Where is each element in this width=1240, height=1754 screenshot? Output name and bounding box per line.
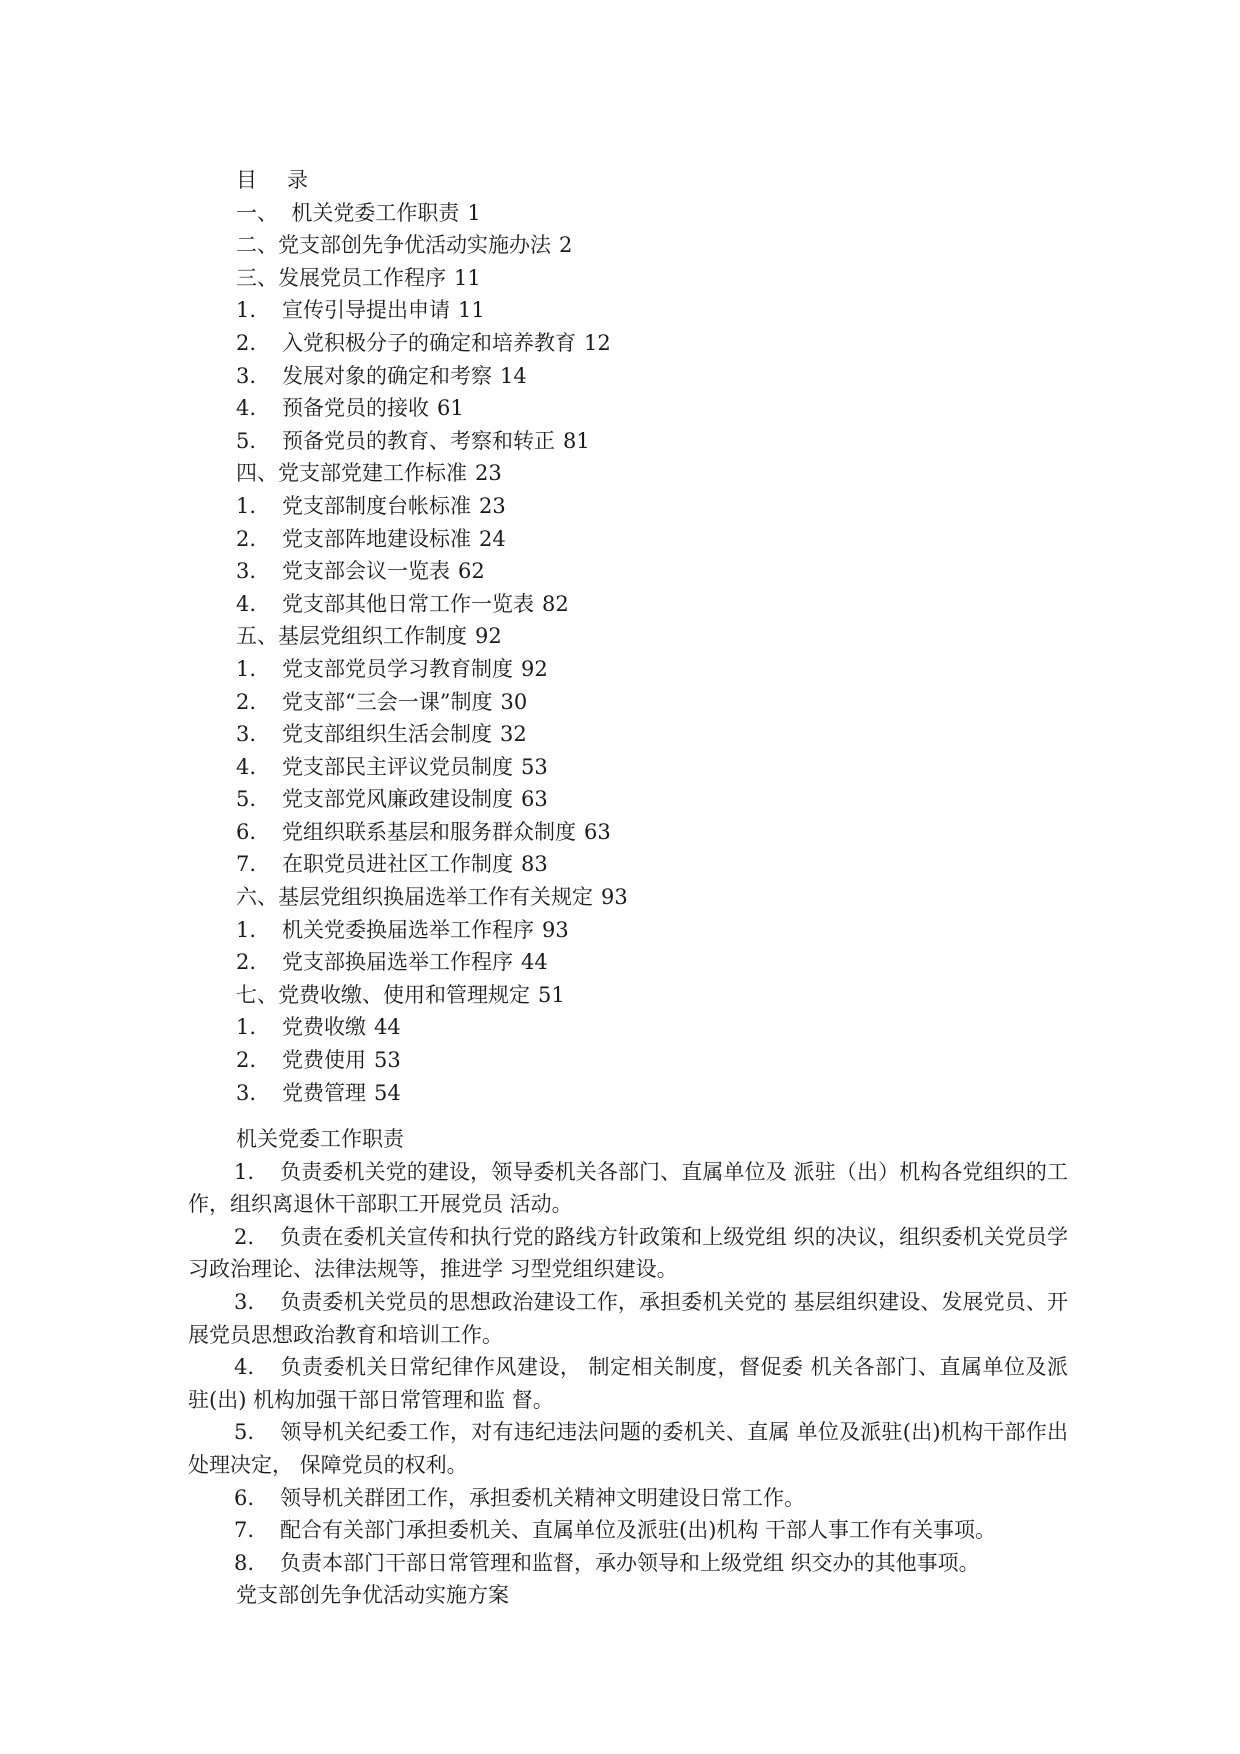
toc-entry-page: 11 (454, 265, 481, 290)
duty-paragraph (188, 1221, 1068, 1286)
toc-entry-number: 4. (236, 754, 257, 779)
duty-paragraph (188, 1416, 1068, 1481)
toc-entry-text: 在职党员进社区工作制度 (282, 852, 513, 877)
toc-entry-number: 3. (236, 722, 257, 747)
toc-entry-text: 党支部党风廉政建设制度 (282, 787, 513, 812)
toc-entry-page: 14 (500, 363, 527, 388)
toc-entry-text: 党支部组织生活会制度 (282, 722, 492, 747)
toc-entry-page: 32 (500, 722, 527, 747)
paragraph-number: 7. (234, 1518, 255, 1543)
toc-entry-text: 宣传引导提出申请 (282, 298, 450, 323)
section-body (188, 1123, 1068, 1612)
toc-entry-page: 44 (374, 1015, 401, 1040)
section-title: 机关党委工作职责 (236, 1127, 404, 1151)
paragraph-number: 6. (234, 1485, 255, 1510)
toc-entry-text: 党组织联系基层和服务群众制度 (282, 819, 576, 844)
toc-entry-number: 2. (236, 1048, 257, 1073)
toc-entry-text: 一、 机关党委工作职责 (236, 200, 460, 225)
toc-title-char-1: 目 (236, 168, 257, 192)
toc-entry-page: 12 (584, 330, 611, 355)
toc-entry-number: 2. (236, 689, 257, 714)
paragraph-number: 3. (234, 1289, 255, 1314)
toc-entry-text: 党支部党员学习教育制度 (282, 656, 513, 681)
toc-entry-sub (236, 392, 1096, 425)
toc-entry-number: 3. (236, 363, 257, 388)
toc-entry-number: 1. (236, 917, 257, 942)
toc-entry-page: 54 (374, 1080, 401, 1105)
toc-entry-sub (236, 914, 1096, 947)
paragraph-number: 5. (234, 1420, 255, 1445)
toc-entry-text: 党支部“三会一课”制度 (282, 689, 493, 714)
toc-entry-text: 六、基层党组织换届选举工作有关规定 (236, 885, 593, 910)
toc-entry-text: 党支部制度台帐标准 (282, 493, 471, 518)
toc-entry-page: 63 (584, 819, 611, 844)
toc-entry-sub (236, 588, 1096, 621)
duty-paragraph (188, 1482, 1068, 1515)
toc-entry-text: 四、党支部党建工作标准 (236, 461, 467, 486)
toc-entry-text: 党费管理 (282, 1080, 366, 1105)
toc-entry-sub (236, 1011, 1096, 1044)
table-of-contents (236, 164, 1096, 1109)
toc-entry-main (236, 197, 1096, 230)
toc-entry-number: 3. (236, 559, 257, 584)
toc-entry-text: 党费收缴 (282, 1015, 366, 1040)
toc-entry-sub (236, 294, 1096, 327)
paragraph-number: 4. (234, 1355, 255, 1380)
toc-entry-page: 62 (458, 559, 485, 584)
paragraph-number: 2. (234, 1224, 255, 1249)
next-section-title: 党支部创先争优活动实施方案 (236, 1583, 509, 1608)
toc-entry-number: 2. (236, 526, 257, 551)
duty-paragraph (188, 1351, 1068, 1416)
toc-entry-text: 五、基层党组织工作制度 (236, 624, 467, 649)
toc-entry-page: 53 (374, 1048, 401, 1073)
toc-entry-page: 82 (542, 591, 569, 616)
toc-entry-text: 发展对象的确定和考察 (282, 363, 492, 388)
toc-entry-text: 三、发展党员工作程序 (236, 265, 446, 290)
toc-entry-page: 83 (521, 852, 548, 877)
toc-entry-page: 51 (538, 982, 565, 1007)
toc-entry-sub (236, 783, 1096, 816)
toc-title-char-2: 录 (287, 168, 308, 192)
toc-entry-page: 53 (521, 754, 548, 779)
toc-entry-page: 81 (563, 428, 590, 453)
toc-entry-sub (236, 686, 1096, 719)
toc-entry-page: 92 (475, 624, 502, 649)
toc-entry-page: 2 (559, 233, 573, 258)
duty-paragraph (188, 1547, 1068, 1580)
toc-entry-text: 党支部换届选举工作程序 (282, 950, 513, 975)
toc-entry-main (236, 262, 1096, 295)
toc-entry-page: 44 (521, 950, 548, 975)
toc-entry-sub (236, 653, 1096, 686)
toc-entry-sub (236, 555, 1096, 588)
toc-entry-sub (236, 848, 1096, 881)
section-paragraphs (188, 1156, 1068, 1580)
toc-entry-page: 11 (458, 298, 485, 323)
toc-entry-page: 23 (479, 493, 506, 518)
toc-entry-main (236, 979, 1096, 1012)
toc-entry-main (236, 229, 1096, 262)
toc-entry-number: 1. (236, 493, 257, 518)
toc-entry-text: 党支部民主评议党员制度 (282, 754, 513, 779)
toc-entry-page: 30 (500, 689, 528, 714)
toc-entry-page: 93 (542, 917, 569, 942)
toc-entry-number: 1. (236, 298, 257, 323)
toc-entry-sub (236, 360, 1096, 393)
paragraph-text: 领导机关群团工作，承担委机关精神文明建设日常工作。 (280, 1485, 805, 1510)
toc-entry-sub (236, 816, 1096, 849)
paragraph-text: 领导机关纪委工作，对有违纪违法问题的委机关、直属 单位及派驻(出)机构干部作出处理决定， 保障党员的权利。 (188, 1420, 1068, 1477)
paragraph-text: 负责委机关日常纪律作风建设， 制定相关制度，督促委 机关各部门、直属单位及派驻(出) 机构加强干部日常管理和监 督。 (188, 1355, 1068, 1412)
toc-entry-sub (236, 1077, 1096, 1110)
toc-entry-number: 1. (236, 656, 257, 681)
toc-entry-number: 5. (236, 428, 257, 453)
toc-entry-sub (236, 1044, 1096, 1077)
toc-entry-sub (236, 327, 1096, 360)
duty-paragraph (188, 1156, 1068, 1221)
toc-entry-sub (236, 718, 1096, 751)
toc-entry-text: 七、党费收缴、使用和管理规定 (236, 982, 530, 1007)
toc-entry-text: 党支部会议一览表 (282, 559, 450, 584)
toc-entry-number: 2. (236, 950, 257, 975)
toc-entry-main (236, 457, 1096, 490)
toc-entry-text: 二、党支部创先争优活动实施办法 (236, 233, 551, 258)
toc-entries (236, 197, 1096, 1110)
toc-entry-number: 5. (236, 787, 257, 812)
toc-entry-page: 92 (521, 656, 548, 681)
toc-entry-sub (236, 523, 1096, 556)
toc-entry-number: 2. (236, 330, 257, 355)
paragraph-text: 配合有关部门承担委机关、直属单位及派驻(出)机构 干部人事工作有关事项。 (280, 1518, 997, 1543)
toc-entry-sub (236, 425, 1096, 458)
paragraph-text: 负责在委机关宣传和执行党的路线方针政策和上级党组 织的决议，组织委机关党员学习政治理论、法律法规等，推进学 习型党组织建设。 (188, 1224, 1068, 1282)
toc-entry-main (236, 620, 1096, 653)
toc-entry-number: 6. (236, 819, 257, 844)
toc-entry-page: 61 (437, 396, 464, 421)
toc-entry-sub (236, 751, 1096, 784)
toc-entry-text: 党费使用 (282, 1048, 366, 1073)
toc-entry-text: 机关党委换届选举工作程序 (282, 917, 534, 942)
duty-paragraph (188, 1514, 1068, 1547)
toc-entry-number: 3. (236, 1080, 257, 1105)
toc-entry-page: 24 (479, 526, 506, 551)
duty-paragraph (188, 1286, 1068, 1351)
toc-entry-page: 1 (467, 200, 481, 225)
toc-entry-number: 4. (236, 396, 257, 421)
paragraph-text: 负责委机关党员的思想政治建设工作，承担委机关党的 基层组织建设、发展党员、开展党员思想政治教育和培训工作。 (188, 1289, 1068, 1347)
toc-entry-sub (236, 490, 1096, 523)
paragraph-number: 1. (234, 1159, 255, 1184)
toc-entry-text: 入党积极分子的确定和培养教育 (282, 330, 576, 355)
toc-entry-sub (236, 946, 1096, 979)
paragraph-number: 8. (234, 1550, 255, 1575)
toc-entry-main (236, 881, 1096, 914)
toc-entry-text: 党支部其他日常工作一览表 (282, 591, 534, 616)
toc-entry-page: 93 (601, 885, 628, 910)
toc-entry-page: 23 (475, 461, 502, 486)
toc-entry-text: 预备党员的接收 (282, 396, 429, 421)
toc-entry-number: 7. (236, 852, 257, 877)
paragraph-text: 负责本部门干部日常管理和监督，承办领导和上级党组 织交办的其他事项。 (280, 1550, 980, 1575)
toc-entry-text: 预备党员的教育、考察和转正 (282, 428, 555, 453)
toc-entry-page: 63 (521, 787, 548, 812)
toc-entry-number: 4. (236, 591, 257, 616)
toc-entry-number: 1. (236, 1015, 257, 1040)
toc-entry-text: 党支部阵地建设标准 (282, 526, 471, 551)
toc-title (236, 164, 1096, 197)
paragraph-text: 负责委机关党的建设，领导委机关各部门、直属单位及 派驻（出）机构各党组织的工作，组织离退休干部职工开展党员 活动。 (188, 1159, 1068, 1217)
